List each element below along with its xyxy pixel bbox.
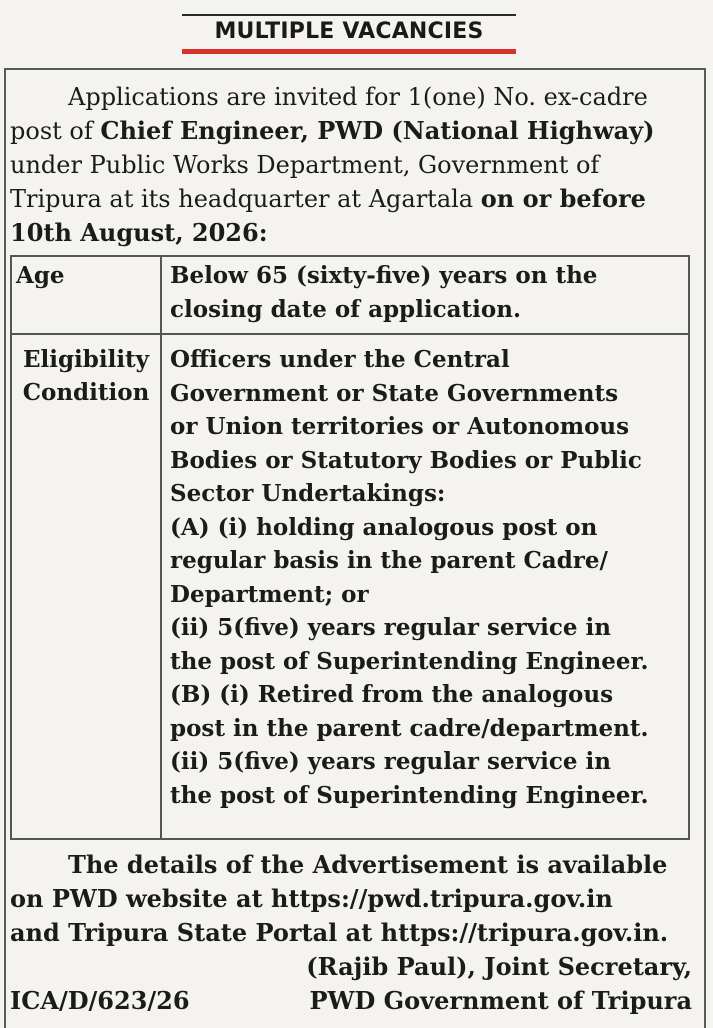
eligibility-line: regular basis in the parent Cadre/ [170,547,608,574]
intro-line-3-text: under Public Works Department, Government of [10,151,600,179]
signature-row [10,984,692,1018]
eligibility-value [170,343,685,812]
table-column-divider [160,257,162,838]
intro-line-4-text: Tripura at its headquarter at Agartala [10,185,481,213]
heading-block [182,14,516,54]
deadline-prefix: on or before [480,184,646,213]
page-title: MULTIPLE VACANCIES [214,19,484,44]
eligibility-label-line-2: Condition [22,379,150,406]
deadline-date: 10th August, 2026: [10,218,268,247]
reference-number: ICA/D/623/26 [10,986,190,1015]
table-row-divider [12,333,688,335]
intro-line-2-text: post of [10,117,101,145]
intro-paragraph [10,80,692,250]
age-value [170,259,685,326]
heading-top-rule [182,14,516,16]
eligibility-table [10,255,690,840]
eligibility-line: (ii) 5(five) years regular service in [170,748,611,775]
eligibility-line: (B) (i) Retired from the analogous [170,681,614,708]
footer-line-1: The details of the Advertisement is available [68,850,668,879]
age-line-1: Below 65 (sixty-five) years on the [170,262,598,289]
age-line-2: closing date of application. [170,295,521,323]
eligibility-line: Government or State Governments [170,379,619,407]
signatory: (Rajib Paul), Joint Secretary, [306,952,692,981]
footer-paragraph [10,848,692,950]
footer-line-2: on PWD website at https://pwd.tripura.gov.in [10,884,613,913]
eligibility-line: or Union territories or Autonomous [170,413,630,440]
intro-line-1: Applications are invited for 1(one) No. ex-cadre [68,83,648,111]
issuing-office: PWD Government of Tripura [309,986,692,1015]
footer-line-3: and Tripura State Portal at https://tripura.gov.in. [10,918,669,947]
eligibility-line: (ii) 5(five) years regular service in [170,614,611,641]
eligibility-line: (A) (i) holding analogous post on [170,513,598,541]
intro-line-2 [10,114,692,148]
eligibility-line: the post of Superintending Engineer. [170,781,649,809]
eligibility-line: post in the parent cadre/department. [170,714,649,742]
eligibility-line: Bodies or Statutory Bodies or Public [170,446,642,474]
age-label: Age [16,262,65,289]
intro-line-3 [10,148,692,182]
eligibility-line: the post of Superintending Engineer. [170,647,649,675]
eligibility-line: Department; or [170,580,369,608]
eligibility-label-line-1: Eligibility [22,346,150,373]
post-name: Chief Engineer, PWD (National Highway) [100,116,655,145]
eligibility-line: Officers under the Central [170,346,510,373]
intro-line-4 [10,182,692,216]
eligibility-label [16,343,156,409]
heading-underline [182,49,516,54]
eligibility-line: Sector Undertakings: [170,480,446,507]
